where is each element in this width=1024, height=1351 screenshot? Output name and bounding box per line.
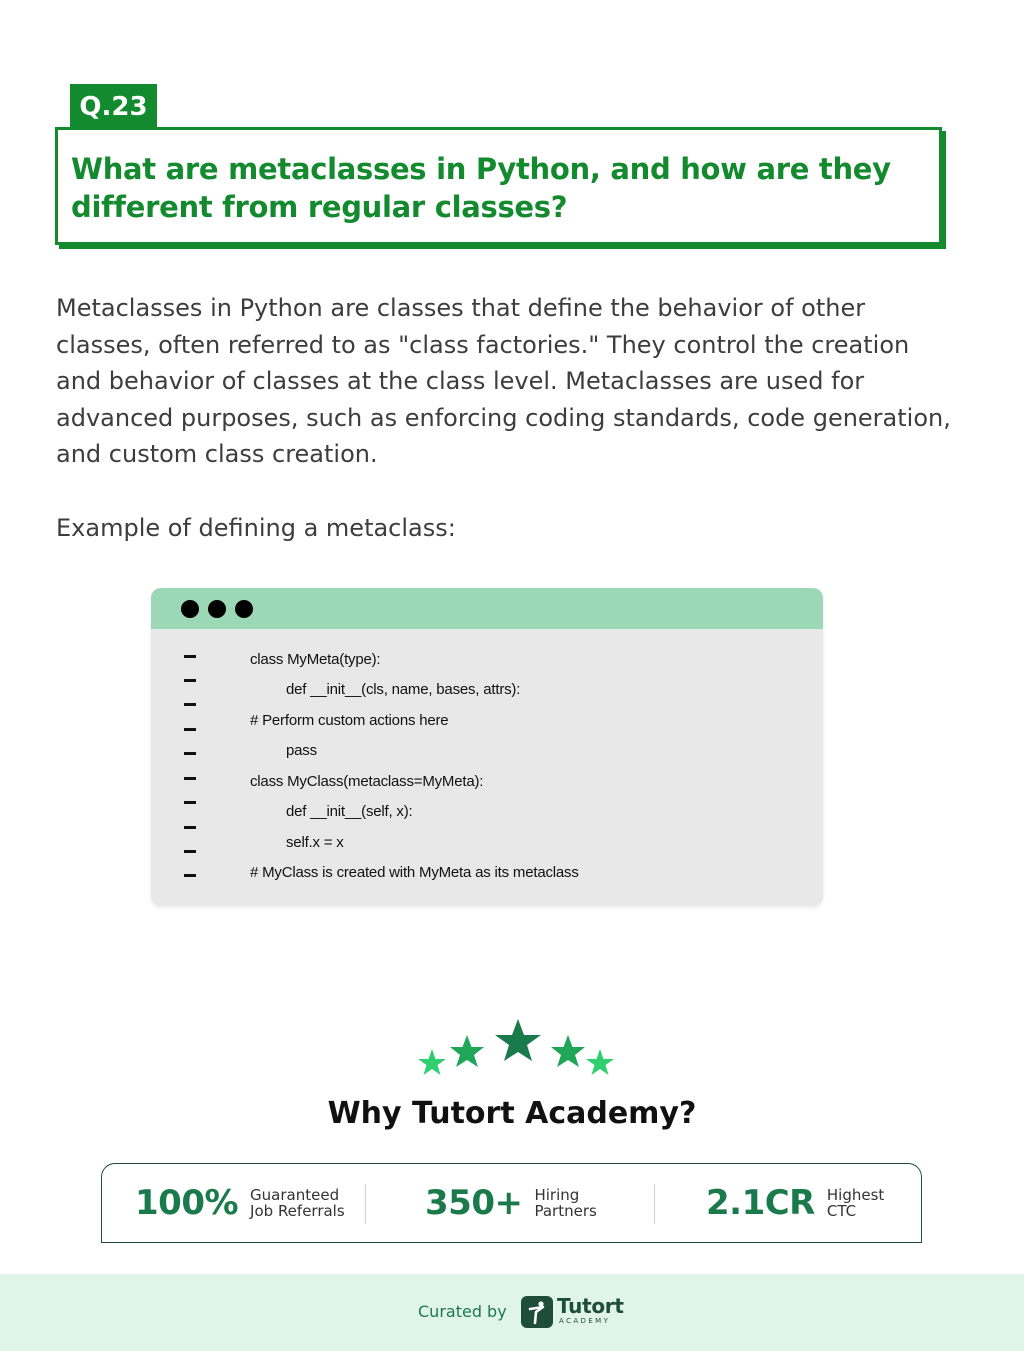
logo-subtitle: ACADEMY — [559, 1317, 611, 1325]
line-marker — [184, 874, 196, 877]
star-icon — [450, 1035, 484, 1067]
window-dot-icon — [235, 600, 253, 618]
code-window-header — [151, 588, 823, 629]
code-line: def __init__(cls, name, bases, attrs): — [286, 681, 521, 698]
stat-partners — [425, 1164, 597, 1242]
line-marker — [184, 679, 196, 682]
stat-value: 2.1CR — [706, 1183, 815, 1223]
window-dot-icon — [181, 600, 199, 618]
rating-stars — [410, 1015, 620, 1085]
stat-ctc — [706, 1164, 884, 1242]
code-line: # Perform custom actions here — [250, 712, 449, 729]
line-marker — [184, 801, 196, 804]
logo-name: Tutort — [557, 1294, 624, 1318]
stat-divider — [654, 1184, 655, 1224]
tutort-logo-icon — [521, 1296, 553, 1328]
curated-by-text: Curated by — [418, 1302, 507, 1321]
star-icon — [551, 1035, 585, 1067]
line-marker — [184, 752, 196, 755]
line-marker — [184, 850, 196, 853]
stat-label: Highest CTC — [826, 1186, 885, 1220]
stat-value: 100% — [135, 1183, 239, 1223]
code-line: # MyClass is created with MyMeta as its metaclass — [250, 864, 579, 881]
question-box — [55, 127, 942, 245]
example-label: Example of defining a metaclass: — [56, 514, 456, 542]
star-icon — [418, 1049, 446, 1075]
line-marker — [184, 703, 196, 706]
footer — [0, 1274, 1024, 1351]
stats-bar — [101, 1163, 922, 1243]
stat-label: Guaranteed Job Referrals — [250, 1186, 345, 1220]
question-title: What are metaclasses in Python, and how are they different from regular classes? — [71, 152, 891, 224]
star-icon — [586, 1049, 614, 1075]
answer-paragraph: Metaclasses in Python are classes that define the behavior of other classes, often referred to as "class factories." They control the creation and behavior of classes at the class level. Metaclasses are used for advanced purposes, such as enforcing coding standards, code generation, and custom class creation. — [56, 294, 951, 469]
window-dot-icon — [208, 600, 226, 618]
code-line: class MyMeta(type): — [250, 651, 381, 668]
line-marker — [184, 777, 196, 780]
question-number-tag: Q.23 — [70, 84, 157, 130]
code-line: pass — [286, 742, 317, 759]
line-marker — [184, 655, 196, 658]
stat-value: 350+ — [425, 1183, 523, 1223]
line-marker — [184, 826, 196, 829]
stat-referrals — [135, 1164, 345, 1242]
code-window — [151, 588, 823, 906]
stat-divider — [365, 1184, 366, 1224]
code-line: self.x = x — [286, 834, 344, 851]
code-line: class MyClass(metaclass=MyMeta): — [250, 773, 484, 790]
stat-label: Hiring Partners — [534, 1186, 597, 1220]
star-icon — [495, 1019, 541, 1061]
code-line: def __init__(self, x): — [286, 803, 413, 820]
promo-title: Why Tutort Academy? — [327, 1096, 697, 1131]
line-marker — [184, 728, 196, 731]
